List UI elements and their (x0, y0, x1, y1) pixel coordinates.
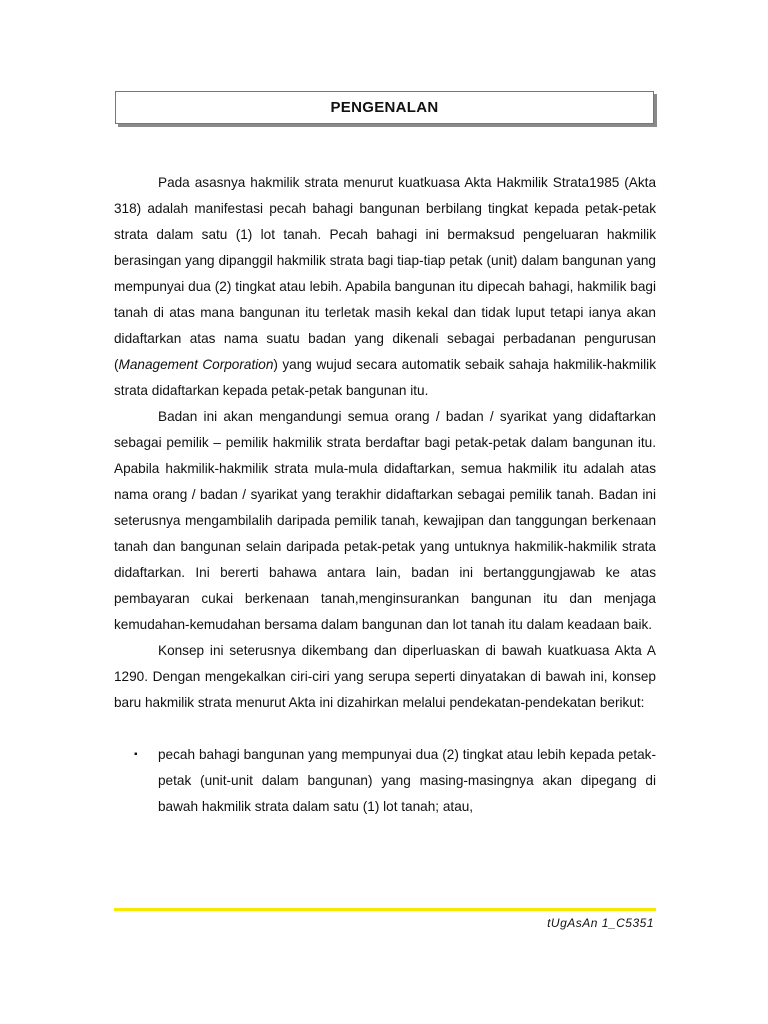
paragraph-2: Badan ini akan mengandungi semua orang / badan / syarikat yang didaftarkan sebagai pemilik – pemilik hakmilik strata berdaftar bagi petak-petak dalam bangunan itu. Apabila hakmilik-hakmilik strata mula-mula didaftarkan, semua hakmilik itu adalah atas nama orang / badan / syarikat yang terakhir didaftarkan sebagai pemilik tanah. Badan ini seterusnya mengambilalih daripada pemilik tanah, kewajipan dan tanggungan berkenaan tanah dan bangunan selain daripada petak-petak yang untuknya hakmilik-hakmilik strata didaftarkan. Ini bererti bahawa antara lain, badan ini bertanggungjawab ke atas pembayaran cukai berkenaan tanah,menginsurankan bangunan itu dan menjaga kemudahan-kemudahan bersama dalam bangunan dan lot tanah itu dalam keadaan baik. (114, 409, 656, 632)
footer-label: tUgAsAn 1_C5351 (547, 916, 654, 930)
paragraph-1-text-b: ) yang wujud secara automatik sebaik sahaja hakmilik-hakmilik strata didaftarkan kepada petak-petak bangunan itu. (114, 357, 656, 398)
management-corporation-term: Management Corporation (118, 357, 274, 372)
paragraph-3: Konsep ini seterusnya dikembang dan diperluaskan di bawah kuatkuasa Akta A 1290. Dengan mengekalkan ciri-ciri yang serupa seperti dinyatakan di bawah ini, konsep baru hakmilik strata menurut Akta ini dizahirkan melalui pendekatan-pendekatan berikut: (114, 643, 656, 710)
page-title: PENGENALAN (330, 99, 439, 116)
paragraph-1 (114, 170, 656, 404)
list-item (114, 742, 656, 820)
document-body (114, 170, 656, 820)
paragraph-1-text-a: Pada asasnya hakmilik strata menurut kuatkuasa Akta Hakmilik Strata1985 (Akta 318) adalah manifestasi pecah bahagi bangunan berbilang tingkat kepada petak-petak strata dalam satu (1) lot tanah. Pecah bahagi ini bermaksud pengeluaran hakmilik berasingan yang dipanggil hakmilik strata bagi tiap-tiap petak (unit) dalam bangunan yang mempunyai dua (2) tingkat atau lebih. Apabila bangunan itu dipecah bahagi, hakmilik bagi tanah di atas mana bangunan itu terletak masih kekal dan tidak luput tetapi ianya akan didaftarkan atas nama suatu badan yang dikenali sebagai perbadanan pengurusan ( (114, 175, 656, 372)
bullet-text: pecah bahagi bangunan yang mempunyai dua (2) tingkat atau lebih kepada petak-petak (unit-unit dalam bangunan) yang masing-masingnya akan dipegang di bawah hakmilik strata dalam satu (1) lot tanah; atau, (158, 747, 656, 814)
footer-divider (114, 908, 656, 911)
heading-box (115, 91, 654, 124)
bullet-list (114, 742, 656, 820)
bullet-icon: ▪ (134, 749, 138, 760)
